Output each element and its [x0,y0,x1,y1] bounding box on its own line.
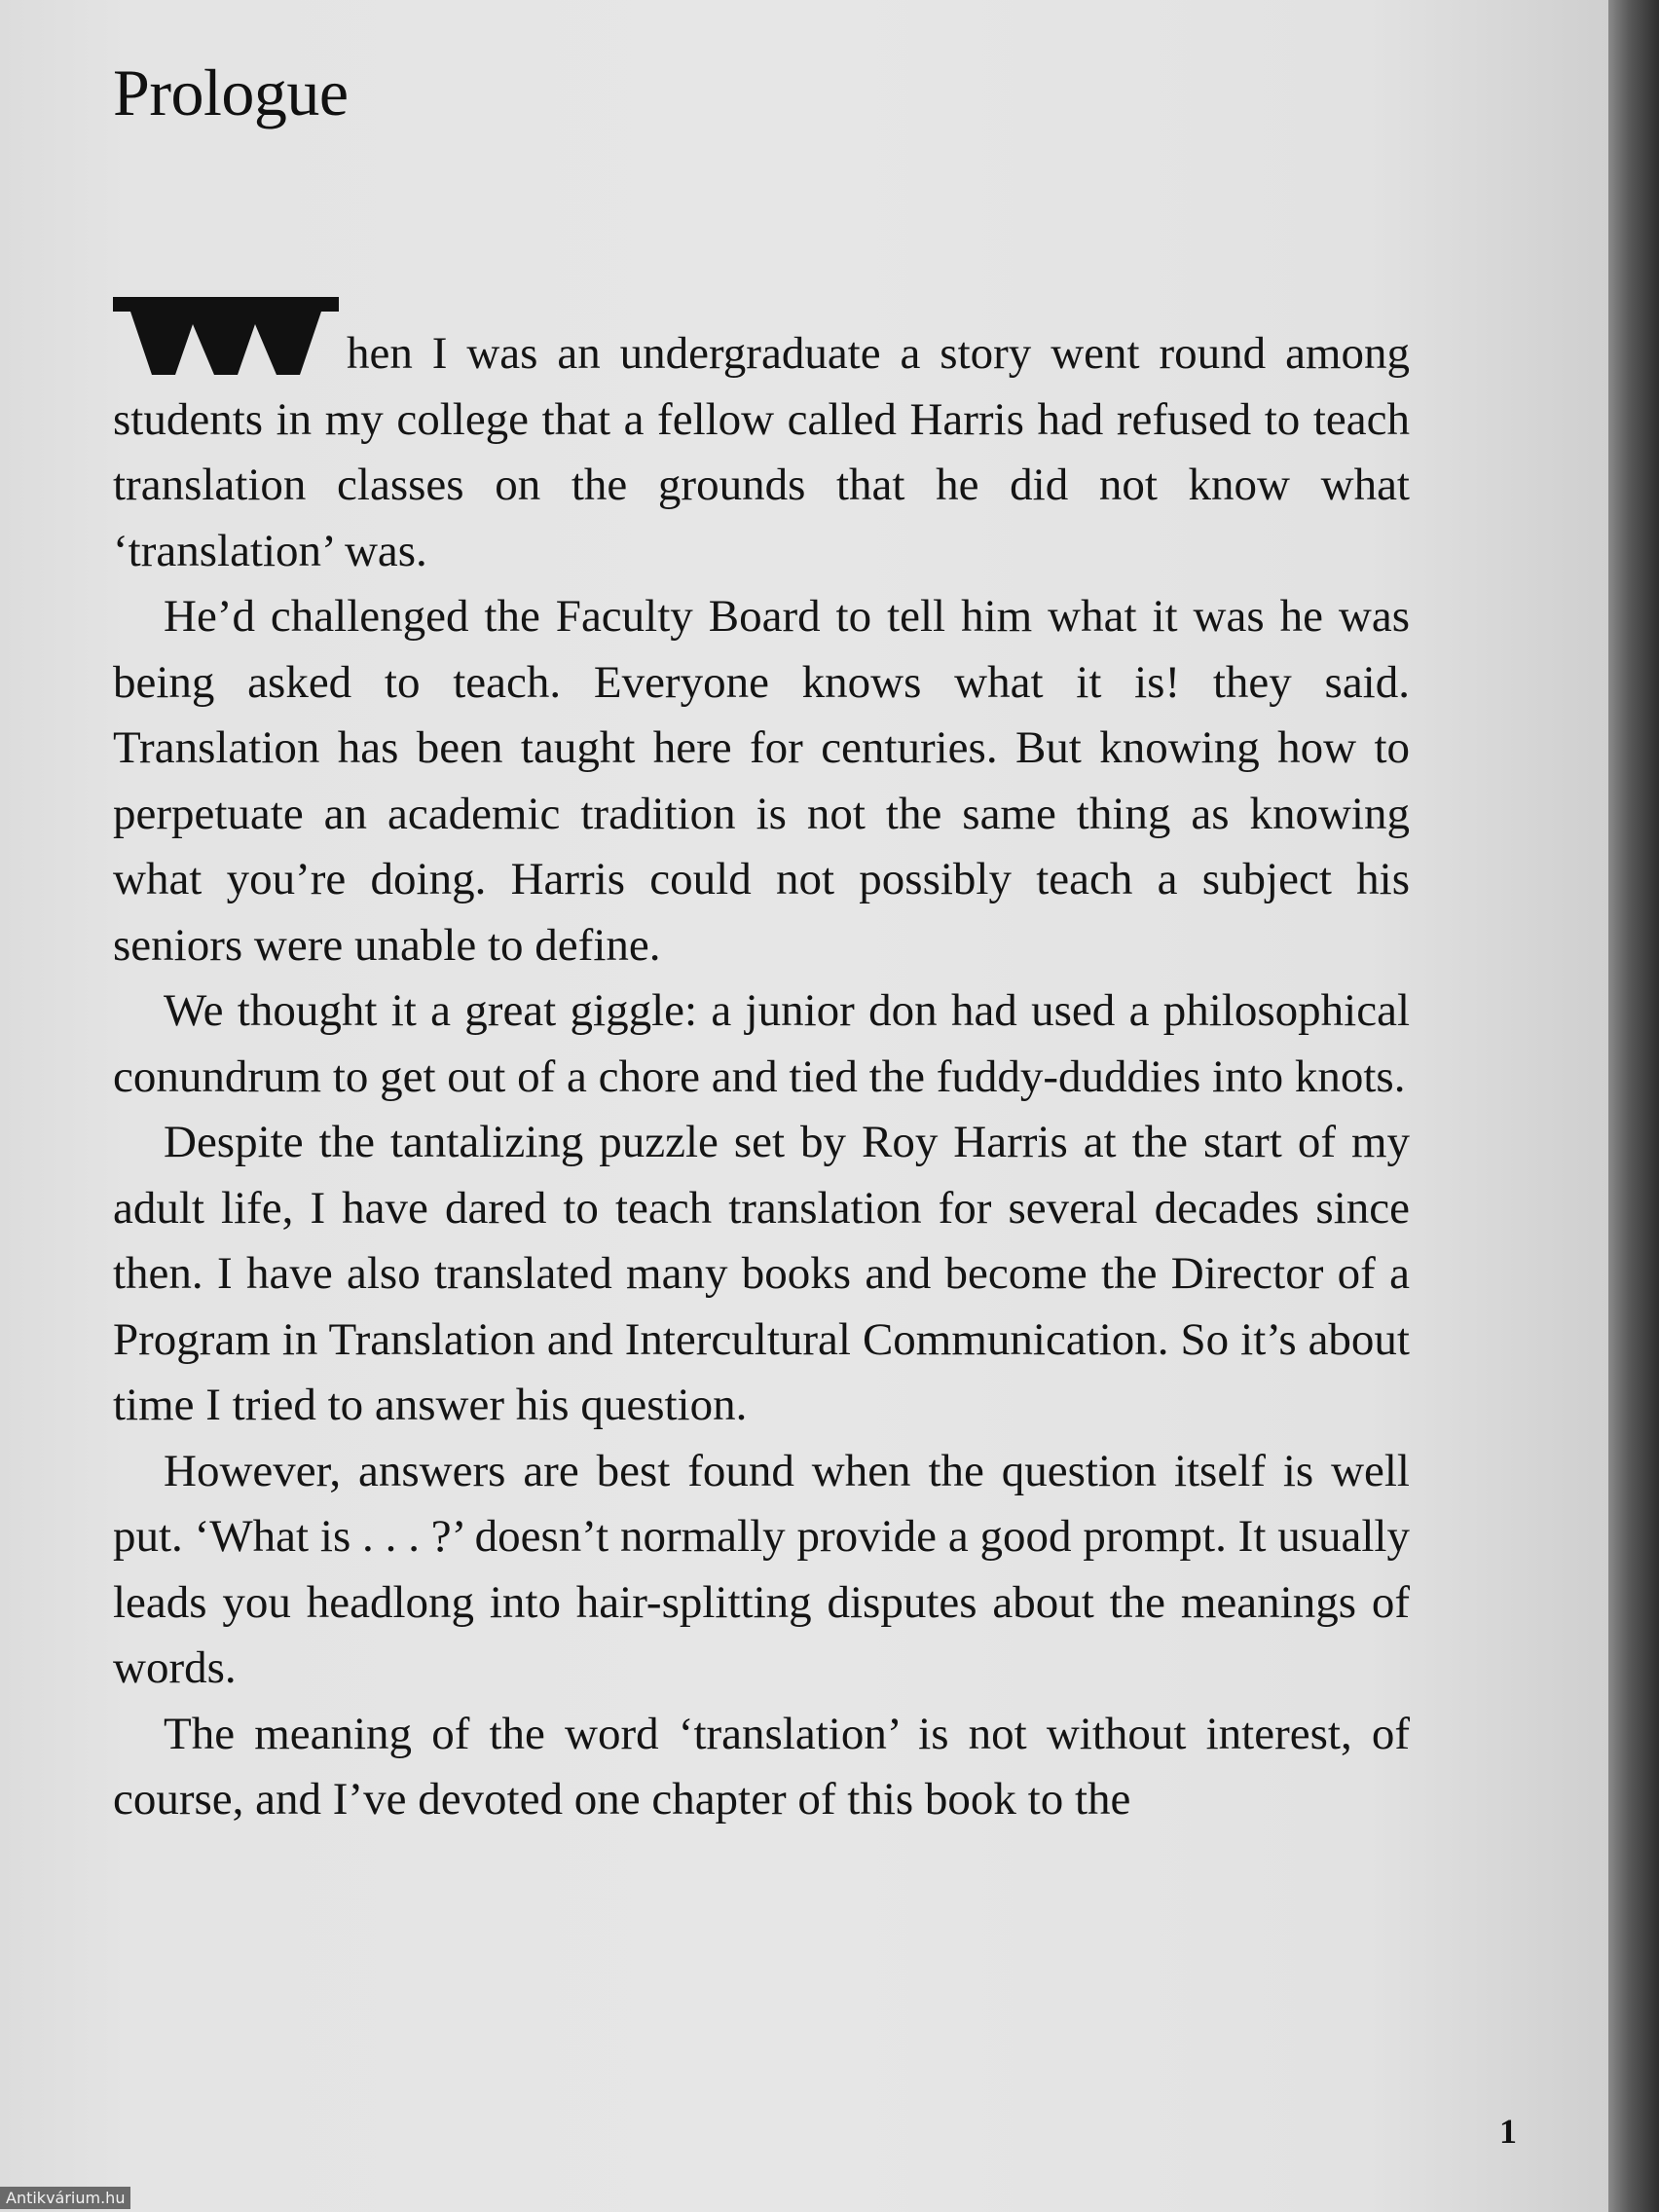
drop-cap-w-shape [113,297,339,375]
paragraph-2: He’d challenged the Faculty Board to tell him what it was he was being asked to teach. Everyone knows what it is! they said. Translation has been taught here for centuries. But knowing how to perpetuate an academic tradition is not the same thing as knowing what you’re doing. Harris could not possibly teach a subject his seniors were unable to define. [113,591,1410,971]
paragraph-6: The meaning of the word ‘translation’ is not without interest, of course, and I’ve devoted one chapter of this book to the [113,1708,1410,1825]
body-text [113,321,1410,1833]
paragraph-5: However, answers are best found when the question itself is well put. ‘What is . . . ?’ doesn’t normally provide a good prompt. It usually leads you headlong into hair-splitting disputes about the meanings of words. [113,1445,1410,1693]
watermark: Antikvárium.hu [0,2187,130,2209]
chapter-title: Prologue [113,55,349,129]
paragraph-1 [113,321,1410,584]
page-edge-shadow [1608,0,1659,2212]
paragraph-4: Despite the tantalizing puzzle set by Roy Harris at the start of my adult life, I have dared to teach translation for several decades since then. I have also translated many books and become the Director of a Program in Translation and Intercultural Communication. So it’s about time I tried to answer his question. [113,1117,1410,1430]
drop-cap-w-icon [113,297,339,375]
paragraph-3: We thought it a great giggle: a junior don had used a philosophical conundrum to get out of a chore and tied the fuddy-duddies into knots. [113,985,1410,1102]
paragraph-1-text: hen I was an undergraduate a story went round among students in my college that a fellow called Harris had refused to teach translation classes on the grounds that he did not know what ‘translation’ was. [113,328,1410,576]
page-number: 1 [1499,2112,1517,2151]
